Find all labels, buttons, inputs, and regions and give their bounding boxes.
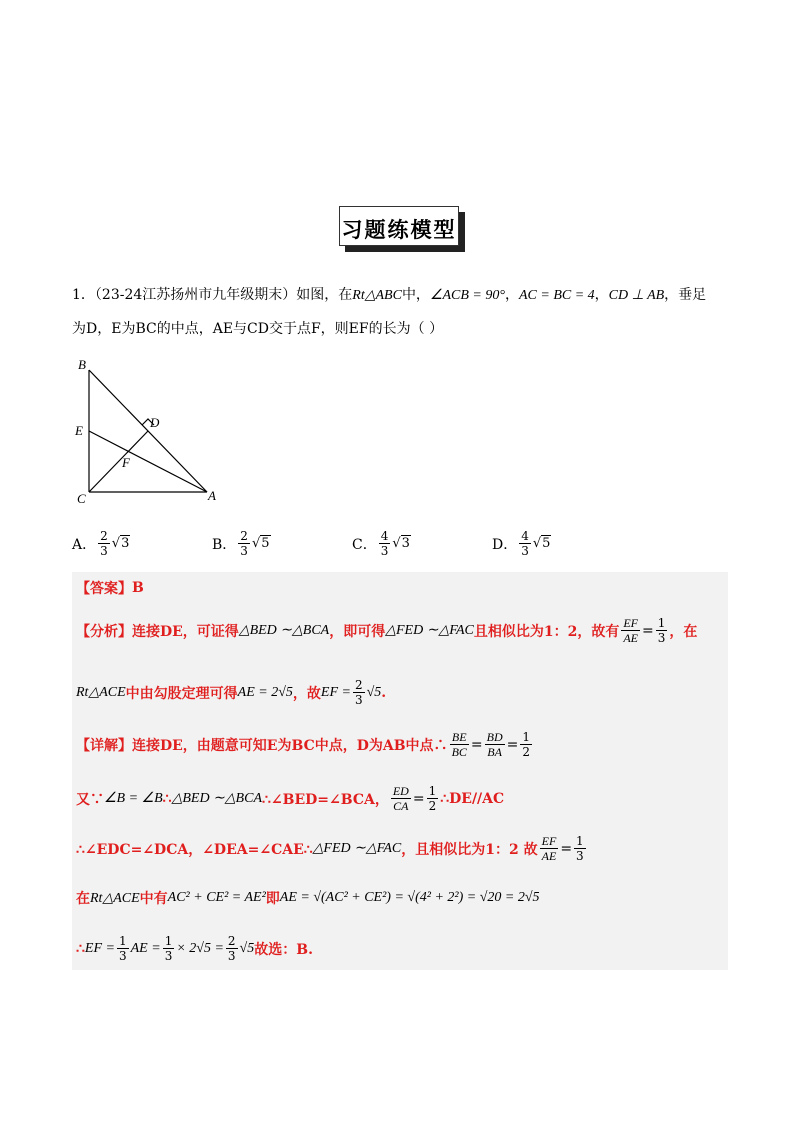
question-line-1 [72,284,706,304]
denominator: AE [623,631,639,645]
label-a: A [208,488,216,503]
numerator: 1 [657,616,666,630]
solution-panel [72,572,728,970]
analysis-text-3: 且相似比为1：2，故有 [473,623,620,640]
choice-fraction [519,529,531,558]
denominator: CA [393,799,409,813]
denominator: 3 [576,849,584,863]
choice-fraction [238,529,250,558]
denominator: 3 [240,544,248,558]
denominator: BC [451,745,467,759]
ef-eq-2: EF = [84,940,115,956]
half-fraction-2 [427,784,439,813]
denominator: 2 [522,745,531,759]
label-f: F [122,455,130,470]
numerator: ED [392,784,409,798]
analysis-line-2 [76,678,386,707]
frac-3 [226,934,238,963]
label-b: B [78,357,86,372]
final-choice: 故选：B. [254,941,313,958]
frac-1 [117,934,129,963]
choice-radical: √3 [111,536,130,551]
detail-text-7: 在 [76,891,90,907]
numerator: EF [541,834,557,848]
ae-eq: AE = [130,940,161,956]
root-five-2: √5 [239,940,255,956]
numerator: BE [451,730,467,744]
label-d: D [150,415,160,430]
segment-ea [89,431,207,492]
detail-text-9: 即 [265,891,280,907]
ac-bc: AC = BC = 4 [518,288,595,303]
rt-ace: Rt△ACE [76,685,126,700]
choice-c[interactable] [352,529,411,558]
choice-b[interactable] [212,529,271,558]
ef-ae-fraction-2 [540,834,559,863]
denominator: 3 [118,949,127,963]
choice-radical: √5 [251,536,270,551]
numerator: 2 [240,529,248,543]
answer-value: B [132,580,144,596]
numerator: 2 [354,678,363,692]
radicand: 3 [121,536,130,551]
denominator: AE [541,849,557,863]
similar-bed-bca: △BED ∼△BCA [171,791,262,806]
choice-letter: B． [212,536,237,553]
choice-fraction [98,529,110,558]
denominator: 2 [428,799,437,813]
choice-letter: A． [72,536,97,553]
denominator: 3 [100,544,108,558]
therefore-2: ∴ [76,940,85,957]
denominator: 3 [354,693,363,707]
analysis-tag: 【分析】 [76,623,132,640]
detail-line-3: ∴∠EDC=∠DCA，∠DEA=∠CAE∴ △FED ∼△FAC ，且相似比为1：2 故 $\frac{EF}{AE}$ = $\frac{1}{3}$ [76,834,584,863]
numerator: EF [623,616,639,630]
numerator: 2 [227,934,236,948]
radicand: 3 [401,536,410,551]
detail-text-6: ，且相似比为1：2 故 [401,841,538,858]
answer-tag: 【答案】 [76,581,132,597]
frac-2 [163,934,175,963]
ef-ae-fraction [621,616,640,645]
answer-line [76,578,144,598]
choice-radical: √5 [532,536,551,551]
detail-text-4: ∴DE//AC [440,790,505,807]
detail-line-2: 又∵ ∠B = ∠B ∴ △BED ∼△BCA ∴∠BED=∠BCA， $\frac{ED}{CA}$ = $\frac{1}{2}$ ∴DE//AC [76,784,505,813]
similar-fed-fac: △FED ∼△FAC [312,841,402,856]
cd-perp-ab: CD ⊥ AB [608,288,665,303]
analysis-text-5: 中由勾股定理可得 [125,685,238,702]
detail-tag: 【详解】 [76,737,132,754]
times-2root5: × 2√5 = [176,940,224,956]
choice-a[interactable] [72,529,130,558]
bd-ba-fraction [485,730,505,759]
denominator: 3 [227,949,236,963]
question-source: （23-24江苏扬州市九年级期末） [94,287,297,303]
radicand: 5 [542,536,551,551]
numerator: 1 [164,934,173,948]
numerator: 1 [522,730,531,744]
section-title-box [339,206,459,246]
analysis-period: . [381,684,387,701]
denominator: 3 [164,949,173,963]
detail-line-1: 【详解】 连接DE，由题意可知E为BC中点，D为AB中点∴ $\frac{BE}{BC}$ = $\frac{BD}{BA}$ = $\frac{1}{2}$ [76,730,531,759]
equals: = [642,622,654,639]
numerator: 1 [576,834,584,848]
choice-letter: C． [352,536,377,553]
detail-text-5: ∴∠EDC=∠DCA，∠DEA=∠CAE∴ [76,841,313,858]
choice-letter: D． [492,536,518,553]
section-title: 习题练模型 [341,218,457,242]
therefore-1: ∴ [162,790,172,807]
numerator: 2 [100,529,108,543]
label-e: E [75,423,83,438]
question-text-a: 如图，在 [296,287,353,303]
analysis-text-1: 连接DE，可证得 [132,623,239,640]
analysis-line-1 [76,616,697,645]
sep-1: ， [504,287,519,303]
detail-line-5 [76,934,313,963]
choice-d[interactable] [492,529,551,558]
analysis-text-6: ，故 [292,685,321,702]
label-c: C [77,491,86,506]
denominator: 3 [521,544,529,558]
detail-text-1: 连接DE，由题意可知E为BC中点，D为AB中点∴ [132,737,448,754]
analysis-text-4: ，在 [669,623,698,640]
one-third-fraction-2 [574,834,586,863]
ae-value: AE = 2√5 [237,684,293,700]
ed-ca-fraction [391,784,411,813]
sep-2: ， [594,287,609,303]
choice-fraction [379,529,391,558]
ef-eq: EF = [320,684,351,700]
root-five: √5 [366,684,382,700]
analysis-math-2: △FED ∼△FAC [385,623,474,638]
segment-cd [89,431,148,492]
numerator: 4 [521,529,529,543]
two-thirds-fraction [353,678,365,707]
analysis-text-2: ，即可得 [329,623,386,640]
numerator: 1 [118,934,127,948]
angle-b-eq: ∠B = ∠B [104,791,163,806]
ae-computation: AE = √(AC² + CE²) = √(4² + 2²) = √20 = 2√5 [279,890,540,905]
triangle-abc: Rt△ABC [352,288,402,303]
analysis-math-1: △BED ∼△BCA [238,623,330,638]
one-third-fraction [656,616,668,645]
denominator: BA [487,745,502,759]
detail-text-2: 又∵ [76,791,104,808]
denominator: 3 [380,544,389,558]
geometry-figure [72,355,232,515]
question-line-2: 为D，E为BC的中点，AE与CD交于点F，则EF的长为（ ） [72,321,444,337]
pythagoras: AC² + CE² = AE² [167,890,266,905]
question-text-b: 中， [401,287,430,303]
detail-line-4 [76,888,540,908]
question-text-c: ，垂足 [664,287,707,303]
numerator: BD [486,730,503,744]
numerator: 4 [380,529,389,543]
radicand: 5 [261,536,270,551]
detail-text-8: 中有 [139,891,168,907]
choice-radical: √3 [392,536,410,551]
numerator: 1 [428,784,437,798]
denominator: 3 [657,631,666,645]
half-fraction [520,730,532,759]
question-number: 1． [72,287,95,303]
detail-text-3: ∴∠BED=∠BCA， [262,791,389,808]
rt-ace-2: Rt△ACE [90,890,140,906]
angle-acb: ∠ACB = 90° [429,288,505,303]
be-bc-fraction [450,730,469,759]
